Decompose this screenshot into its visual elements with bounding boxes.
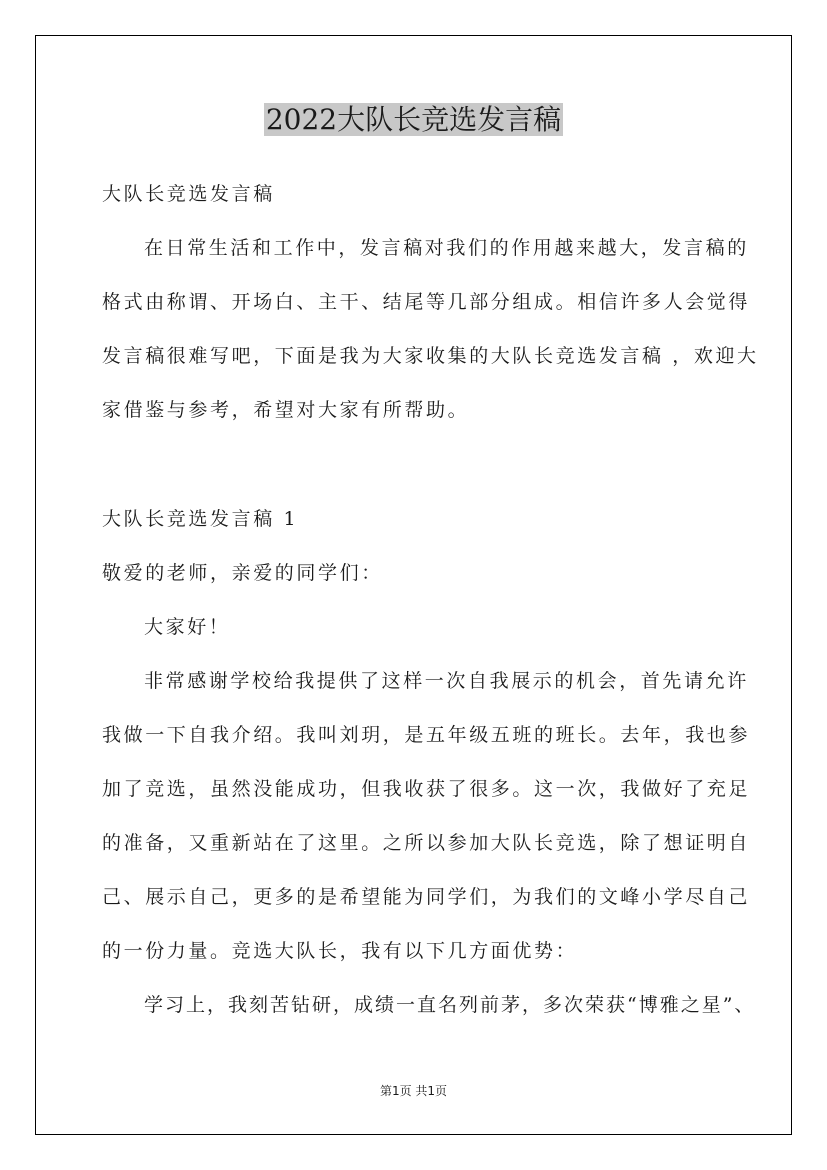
- greeting: 大家好！: [144, 616, 231, 638]
- intro-line-3: 发言稿很难写吧，下面是我为大家收集的大队长竞选发言稿 ，欢迎大: [102, 345, 759, 367]
- salutation: 敬爱的老师，亲爱的同学们：: [102, 562, 383, 584]
- body-line-6: 的一份力量。竞选大队长，我有以下几方面优势：: [102, 940, 578, 962]
- body-line-1: 非常感谢学校给我提供了这样一次自我展示的机会，首先请允许: [144, 670, 749, 692]
- subtitle: 大队长竞选发言稿: [102, 183, 275, 205]
- body-line-3: 加了竞选，虽然没能成功，但我收获了很多。这一次，我做好了充足: [102, 778, 751, 800]
- body-line-7: 学习上，我刻苦钻研，成绩一直名列前茅，多次荣获“博雅之星”、: [144, 994, 756, 1016]
- document-title-row: [0, 100, 827, 144]
- section-heading: 大队长竞选发言稿 1: [102, 508, 299, 530]
- intro-line-2: 格式由称谓、开场白、主干、结尾等几部分组成。相信许多人会觉得: [102, 291, 751, 313]
- intro-line-4: 家借鉴与参考，希望对大家有所帮助。: [102, 399, 470, 421]
- body-line-4: 的准备，又重新站在了这里。之所以参加大队长竞选，除了想证明自: [102, 832, 751, 854]
- intro-line-1: 在日常生活和工作中，发言稿对我们的作用越来越大，发言稿的: [144, 237, 749, 259]
- body-line-2: 我做一下自我介绍。我叫刘玥，是五年级五班的班长。去年，我也参: [102, 724, 751, 746]
- body-line-5: 己、展示自己，更多的是希望能为同学们，为我们的文峰小学尽自己: [102, 886, 751, 908]
- document-title: 2022大队长竞选发言稿: [265, 103, 562, 136]
- page-footer: 第1页 共1页: [379, 1084, 448, 1098]
